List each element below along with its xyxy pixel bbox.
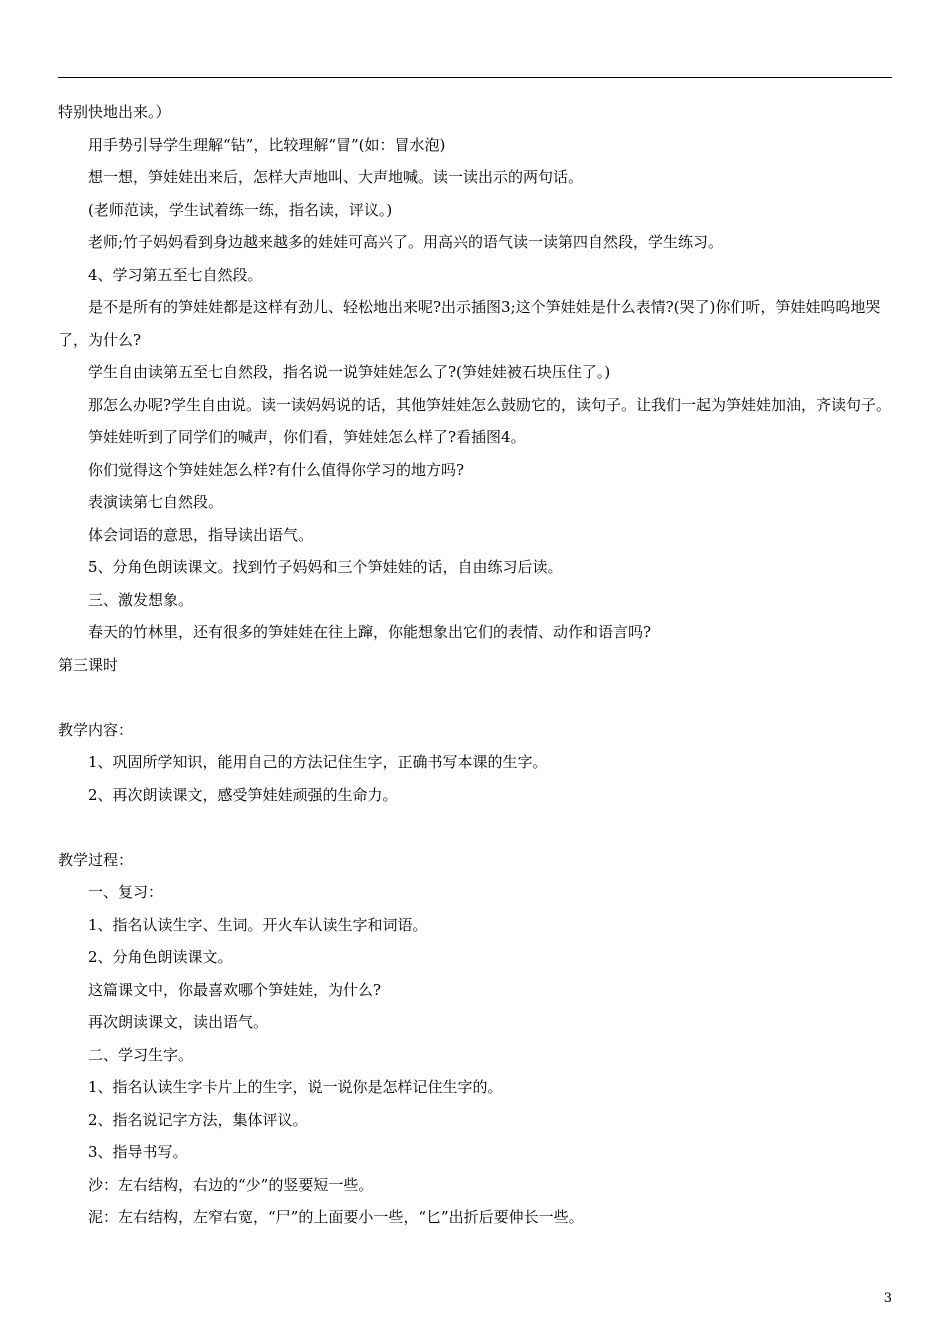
paragraph: 1、巩固所学知识，能用自己的方法记住生字，正确书写本课的生字。 — [88, 753, 548, 771]
paragraph: 沙：左右结构，右边的“少”的竖要短一些。 — [88, 1175, 374, 1194]
paragraph: 用手势引导学生理解“钻”，比较理解“冒”(如：冒水泡) — [88, 135, 446, 154]
paragraph: 表演读第七自然段。 — [88, 493, 224, 511]
paragraph: 是不是所有的笋娃娃都是这样有劲儿、轻松地出来呢?出示插图3;这个笋娃娃是什么表情?(哭了)你们听，笋娃娃呜呜地哭了，为什么? — [58, 298, 881, 349]
paragraph: 一、复习： — [88, 883, 164, 901]
paragraph: 1、指名认读生字、生词。开火车认读生字和词语。 — [88, 915, 428, 934]
page-number: 3 — [883, 1291, 892, 1306]
paragraph: 这篇课文中，你最喜欢哪个笋娃娃，为什么? — [88, 980, 382, 999]
paragraph: 那怎么办呢?学生自由说。读一读妈妈说的话，其他笋娃娃怎么鼓励它的，读句子。让我们一起为笋娃娃加油，齐读句子。 — [88, 395, 892, 414]
paragraph: 4、学习第五至七自然段。 — [88, 265, 263, 284]
paragraph: 学生自由读第五至七自然段，指名说一说笋娃娃怎么了?(笋娃娃被石块压住了。) — [88, 363, 611, 381]
paragraph: 再次朗读课文，读出语气。 — [88, 1013, 269, 1031]
document-body — [58, 96, 894, 1234]
paragraph: 想一想，笋娃娃出来后，怎样大声地叫、大声地喊。读一读出示的两句话。 — [88, 168, 584, 186]
paragraph: 笋娃娃听到了同学们的喊声，你们看，笋娃娃怎么样了?看插图4。 — [88, 428, 526, 446]
paragraph: 1、指名认读生字卡片上的生字，说一说你是怎样记住生字的。 — [88, 1078, 503, 1096]
blank-line — [58, 681, 894, 714]
paragraph: 你们觉得这个笋娃娃怎么样?有什么值得你学习的地方吗? — [88, 460, 465, 479]
section-heading: 教学内容： — [58, 720, 134, 739]
paragraph: 5、分角色朗读课文。找到竹子妈妈和三个笋娃娃的话，自由练习后读。 — [88, 558, 563, 576]
paragraph: 体会词语的意思，指导读出语气。 — [88, 525, 314, 544]
blank-line — [58, 811, 894, 844]
paragraph: 泥：左右结构，左窄右宽，“尸”的上面要小一些，“匕”出折后要伸长一些。 — [88, 1208, 584, 1226]
paragraph: 2、指名说记字方法，集体评议。 — [88, 1110, 308, 1129]
section-heading: 第三课时 — [58, 655, 119, 674]
section-heading: 教学过程： — [58, 850, 134, 869]
paragraph: 特别快地出来。） — [58, 103, 171, 121]
paragraph: 春天的竹林里，还有很多的笋娃娃在往上蹿，你能想象出它们的表情、动作和语言吗? — [88, 623, 652, 641]
paragraph: (老师范读，学生试着练一练，指名读，评议。) — [88, 200, 393, 219]
paragraph: 2、再次朗读课文，感受笋娃娃顽强的生命力。 — [88, 785, 398, 804]
paragraph: 3、指导书写。 — [88, 1143, 188, 1161]
paragraph: 老师;竹子妈妈看到身边越来越多的娃娃可高兴了。用高兴的语气读一读第四自然段，学生练习。 — [88, 233, 724, 251]
paragraph: 三、激发想象。 — [88, 590, 194, 609]
header-rule — [58, 77, 892, 78]
paragraph: 2、分角色朗读课文。 — [88, 948, 233, 966]
paragraph: 二、学习生字。 — [88, 1045, 194, 1064]
